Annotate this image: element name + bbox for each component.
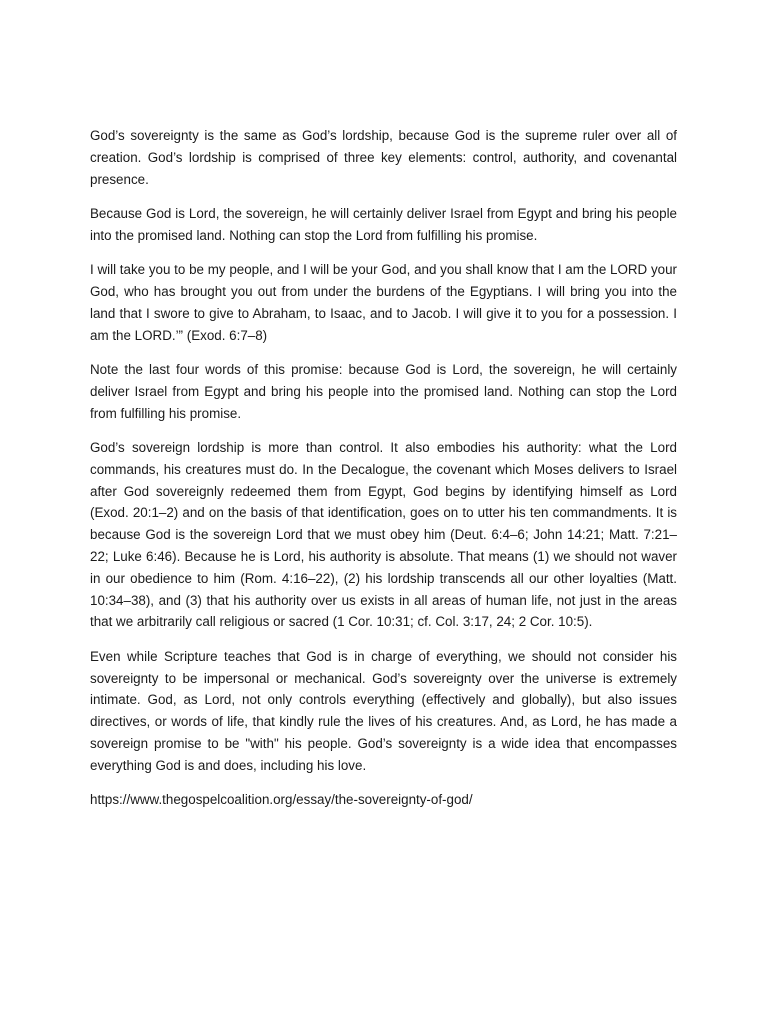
document-page [90,125,677,811]
paragraph-lordship-intro: God’s sovereignty is the same as God’s lordship, because God is the supreme ruler over all of creation. God’s lordship is comprised of three key elements: control, authority, and covenantal presence. [90,128,677,187]
paragraph-deliverance: Because God is Lord, the sovereign, he will certainly deliver Israel from Egypt and bring his people into the promised land. Nothing can stop the Lord from fulfilling his promise. [90,205,677,243]
paragraph-exodus-quote: I will take you to be my people, and I will be your God, and you shall know that I am the LORD your God, who has brought you out from under the burdens of the Egyptians. I will bring you into the land that I swore to give to Abraham, to Isaac, and to Jacob. I will give it to you for a possession. I am the LORD.’” (Exod. 6:7–8) [90,262,677,343]
paragraph-intimacy: Even while Scripture teaches that God is in charge of everything, we should not consider his sovereignty to be impersonal or mechanical. God’s sovereignty over the universe is extremely intimate. God, as Lord, not only controls everything (effectively and globally), but also issues directives, or words of life, that kindly rule the lives of his creatures. And, as Lord, he has made a sovereign promise to be "with" his people. God’s sovereignty is a wide idea that encompasses everything God is and does, including his love. [90,648,677,773]
paragraph-last-four-words: Note the last four words of this promise: because God is Lord, the sovereign, he will certainly deliver Israel from Egypt and bring his people into the promised land. Nothing can stop the Lord from fulfilling his promise. [90,361,677,421]
source-url: https://www.thegospelcoalition.org/essay/the-sovereignty-of-god/ [90,792,473,808]
paragraph-authority: God’s sovereign lordship is more than control. It also embodies his authority: what the Lord commands, his creatures must do. In the Decalogue, the covenant which Moses delivers to Israel after God sovereignly redeemed them from Egypt, God begins by identifying himself as Lord (Exod. 20:1–2) and on the basis of that identification, goes on to utter his ten commandments. It is because God is the sovereign Lord that we must obey him (Deut. 6:4–6; John 14:21; Matt. 7:21–22; Luke 6:46). Because he is Lord, his authority is absolute. That means (1) we should not waver in our obedience to him (Rom. 4:16–22), (2) his lordship transcends all our other loyalties (Matt. 10:34–38), and (3) that his authority over us exists in all areas of human life, not just in the areas that we arbitrarily call religious or sacred (1 Cor. 10:31; cf. Col. 3:17, 24; 2 Cor. 10:5). [90,439,677,630]
